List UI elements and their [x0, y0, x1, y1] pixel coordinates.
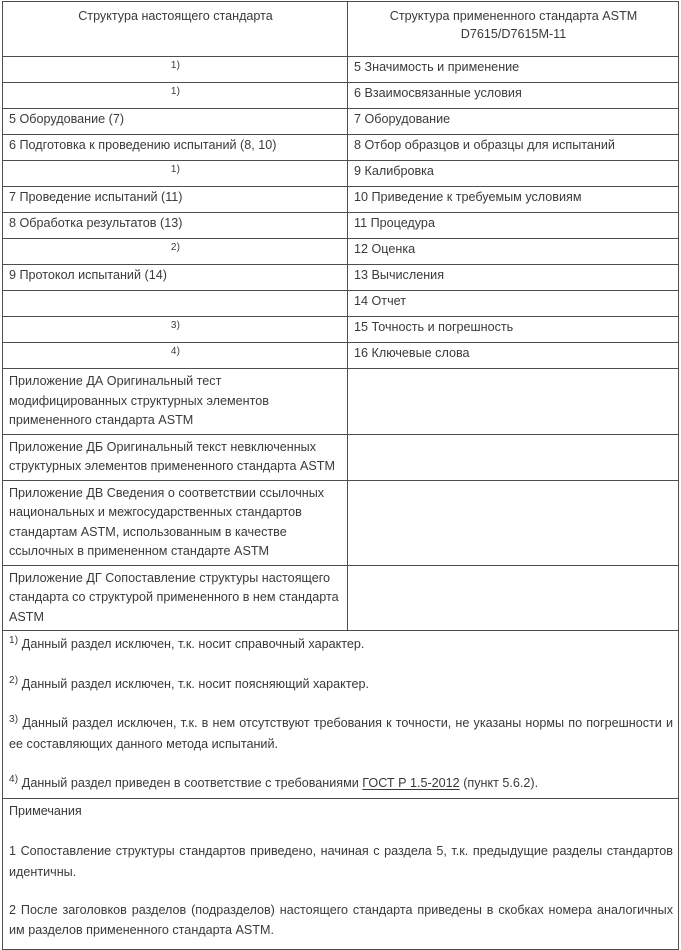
footnote-marker: 3): [9, 714, 19, 726]
right-section-cell: 14 Отчет: [348, 291, 679, 317]
footnote-marker: 1): [170, 164, 181, 175]
table-row: [3, 213, 679, 239]
footnote-2: [9, 673, 673, 695]
header-cell-right: [348, 2, 679, 57]
right-section-cell: 8 Отбор образцов и образцы для испытаний: [348, 135, 679, 161]
right-section-cell: 10 Приведение к требуемым условиям: [348, 187, 679, 213]
notes-container: [3, 798, 679, 949]
right-section-cell: 7 Оборудование: [348, 109, 679, 135]
footnote-marker: 1): [9, 635, 19, 647]
header-cell-left: [3, 2, 348, 57]
appendix-cell-left: Приложение ДБ Оригинальный текст невключенных структурных элементов примененного стандарта ASTM: [3, 434, 348, 480]
table-row-notes: [3, 798, 679, 949]
left-section-cell: [3, 317, 348, 343]
table-row: [3, 83, 679, 109]
header-right-standard-code: D7615/D7615M-11: [460, 26, 567, 41]
right-section-cell: 12 Оценка: [348, 239, 679, 265]
table-row: [3, 317, 679, 343]
table-row: [3, 187, 679, 213]
table-row-appendix: [3, 565, 679, 631]
left-section-cell: [3, 57, 348, 83]
right-section-cell: 5 Значимость и применение: [348, 57, 679, 83]
left-section-cell: 6 Подготовка к проведению испытаний (8, 10): [3, 135, 348, 161]
header-left-title: Структура настоящего стандарта: [78, 9, 273, 23]
appendix-cell-right: [348, 480, 679, 565]
table-row: [3, 135, 679, 161]
right-section-cell: 11 Процедура: [348, 213, 679, 239]
left-section-cell: 5 Оборудование (7): [3, 109, 348, 135]
footnote-marker: 4): [170, 346, 181, 357]
table-row-appendix: [3, 480, 679, 565]
table-row: [3, 57, 679, 83]
footnote-1: [9, 633, 673, 655]
footnote-4: [9, 772, 673, 794]
left-section-cell: [3, 343, 348, 369]
header-right-title: Структура примененного стандарта ASTM: [389, 9, 638, 23]
left-section-cell: [3, 291, 348, 317]
appendix-cell-right: [348, 369, 679, 435]
footnote-marker: 4): [9, 774, 19, 786]
note-item: 1 Сопоставление структуры стандартов приведено, начиная с раздела 5, т.к. предыдущие разделы стандартов идентичны.: [9, 844, 673, 879]
footnote-text-before: Данный раздел приведен в соответствие с требованиями: [21, 776, 363, 791]
left-section-cell: 9 Протокол испытаний (14): [3, 265, 348, 291]
table-body: [3, 2, 679, 950]
appendix-cell-right: [348, 565, 679, 631]
notes-title: Примечания: [9, 803, 82, 818]
footnote-text-after: (пункт 5.6.2).: [459, 776, 539, 791]
left-section-cell: 7 Проведение испытаний (11): [3, 187, 348, 213]
appendix-cell-left: Приложение ДГ Сопоставление структуры настоящего стандарта со структурой примененного в нем стандарта ASTM: [3, 565, 348, 631]
table-row: [3, 161, 679, 187]
standards-comparison-table: [2, 1, 679, 950]
table-row-appendix: [3, 434, 679, 480]
note-item: 2 После заголовков разделов (подразделов) настоящего стандарта приведены в скобках номера аналогичных им разделов примененного стандарта ASTM.: [9, 903, 673, 938]
table-row: [3, 343, 679, 369]
footnote-3: [9, 712, 673, 754]
table-header-row: [3, 2, 679, 57]
footnote-text: Данный раздел исключен, т.к. в нем отсутствуют требования к точности, не указаны нормы по погрешности и ее составляющих данного метода испытаний.: [9, 716, 674, 751]
right-section-cell: 13 Вычисления: [348, 265, 679, 291]
table-row: [3, 291, 679, 317]
footnote-marker: 2): [170, 242, 181, 253]
left-section-cell: 8 Обработка результатов (13): [3, 213, 348, 239]
appendix-cell-right: [348, 434, 679, 480]
left-section-cell: [3, 83, 348, 109]
right-section-cell: 9 Калибровка: [348, 161, 679, 187]
table-row: [3, 265, 679, 291]
right-section-cell: 16 Ключевые слова: [348, 343, 679, 369]
table-row-footnotes: [3, 631, 679, 799]
footnote-text: Данный раздел исключен, т.к. носит поясняющий характер.: [21, 676, 369, 691]
gost-reference-link[interactable]: ГОСТ Р 1.5-2012: [362, 776, 460, 791]
footnote-marker: 2): [9, 674, 19, 686]
footnote-marker: 3): [170, 320, 181, 331]
left-section-cell: [3, 161, 348, 187]
table-row: [3, 109, 679, 135]
footnote-marker: 1): [170, 86, 181, 97]
table-row: [3, 239, 679, 265]
right-section-cell: 6 Взаимосвязанные условия: [348, 83, 679, 109]
appendix-cell-left: Приложение ДВ Сведения о соответствии ссылочных национальных и межгосударственных стандартов стандартам ASTM, использованным в качестве ссылочных в примененном стандарте ASTM: [3, 480, 348, 565]
table-row-appendix: [3, 369, 679, 435]
footnote-marker: 1): [170, 60, 181, 71]
appendix-cell-left: Приложение ДА Оригинальный тест модифицированных структурных элементов примененного стандарта ASTM: [3, 369, 348, 435]
footnotes-container: [3, 631, 679, 799]
left-section-cell: [3, 239, 348, 265]
footnote-text: Данный раздел исключен, т.к. носит справочный характер.: [21, 637, 365, 652]
right-section-cell: 15 Точность и погрешность: [348, 317, 679, 343]
